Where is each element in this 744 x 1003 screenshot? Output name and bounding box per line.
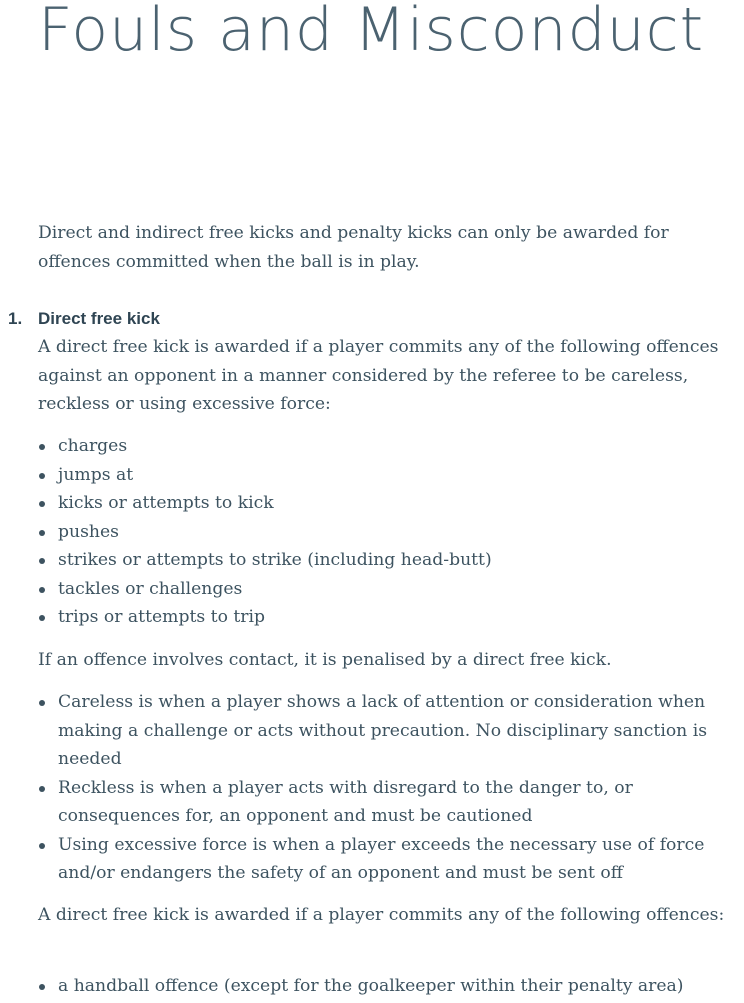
intro-paragraph: Direct and indirect free kicks and penalty kicks can only be awarded for offences committed when the ball is in play.: [38, 223, 669, 272]
direct-free-kick-paragraph: A direct free kick is awarded if a player commits any of the following offences against an opponent in a manner considered by the referee to be careless, reckless or using excessive force:: [38, 337, 719, 414]
offences-paragraph: A direct free kick is awarded if a player commits any of the following offences:: [38, 905, 725, 925]
definitions-list: [38, 688, 738, 888]
list-item: Using excessive force is when a player exceeds the necessary use of force and/or endangers the safety of an opponent and must be sent off: [38, 831, 738, 888]
list-item: a handball offence (except for the goalkeeper within their penalty area): [38, 972, 738, 1001]
list-item: tackles or challenges: [38, 575, 738, 604]
list-item: pushes: [38, 518, 738, 547]
contact-paragraph: If an offence involves contact, it is penalised by a direct free kick.: [38, 650, 612, 670]
list-item: jumps at: [38, 461, 738, 490]
offence-actions-list: [38, 432, 738, 632]
section-heading: [8, 305, 160, 333]
list-item: kicks or attempts to kick: [38, 489, 738, 518]
offences-list: [38, 972, 738, 1001]
section-title: Direct free kick: [38, 309, 160, 328]
list-item: trips or attempts to trip: [38, 603, 738, 632]
page-title: Fouls and Misconduct: [38, 0, 705, 65]
section-number: 1.: [8, 309, 23, 328]
list-item: charges: [38, 432, 738, 461]
list-item: strikes or attempts to strike (including head-butt): [38, 546, 738, 575]
list-item: Reckless is when a player acts with disregard to the danger to, or consequences for, an opponent and must be cautioned: [38, 774, 738, 831]
list-item: Careless is when a player shows a lack of attention or consideration when making a challenge or acts without precaution. No disciplinary sanction is needed: [38, 688, 738, 774]
